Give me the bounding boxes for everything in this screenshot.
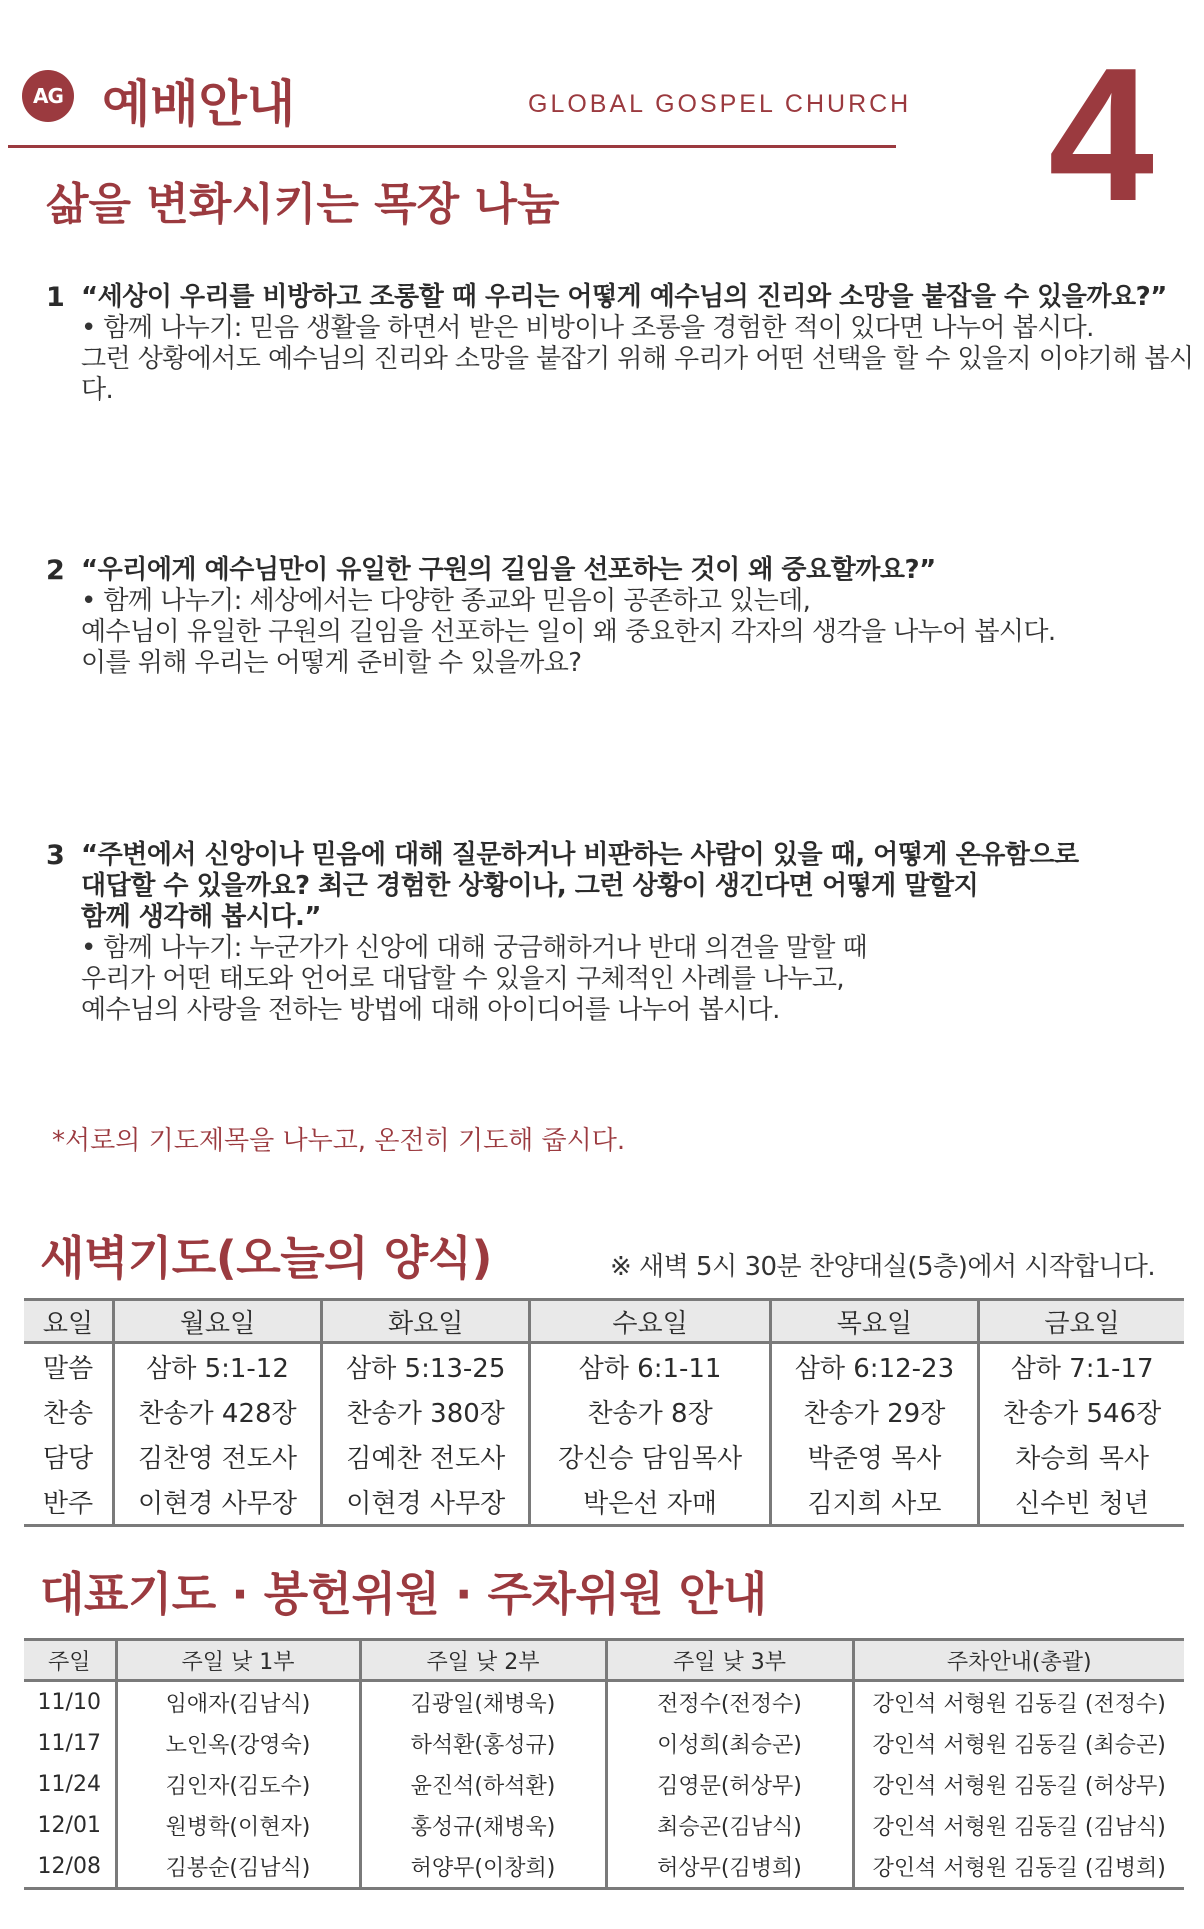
table-cell: 김광일(채병욱) (360, 1681, 606, 1724)
header-cell: 수요일 (530, 1300, 770, 1343)
row-label: 말씀 (42, 1354, 94, 1384)
table-cell: 박준영 목사 (770, 1434, 978, 1479)
table-header-row (24, 1640, 1184, 1681)
table-row (24, 1434, 1184, 1479)
table-cell: 강인석 서형원 김동길 (김남식) (853, 1805, 1184, 1846)
header-cell: 주차안내(총괄) (853, 1640, 1184, 1681)
table-row (24, 1846, 1184, 1889)
question-2 (46, 555, 1196, 679)
question-title: “세상이 우리를 비방하고 조롱할 때 우리는 어떻게 예수님의 진리와 소망을 붙잡을 수 있을까요?” (81, 282, 1167, 312)
table-cell: 김인자(김도수) (116, 1764, 360, 1805)
section-title-sharing: 삶을 변화시키는 목장 나눔 (46, 179, 560, 230)
question-number: 1 (46, 282, 65, 313)
date-cell: 12/08 (24, 1846, 116, 1889)
section-title-committee: 대표기도 · 봉헌위원 · 주차위원 안내 (40, 1567, 767, 1621)
table-cell: 강신승 담임목사 (530, 1434, 770, 1479)
header-cell: 금요일 (979, 1300, 1184, 1343)
row-label: 담당 (42, 1444, 94, 1474)
table-row (24, 1343, 1184, 1390)
table-row (24, 1764, 1184, 1805)
table-cell: 삼하 7:1-17 (979, 1343, 1184, 1390)
table-header-row (24, 1300, 1184, 1343)
table-row (24, 1389, 1184, 1434)
header-divider (8, 145, 896, 148)
dawn-prayer-table (24, 1298, 1184, 1527)
table-row (24, 1723, 1184, 1764)
table-cell: 박은선 자매 (530, 1479, 770, 1526)
date-cell: 11/24 (37, 1772, 101, 1797)
table-cell: 하석환(홍성규) (360, 1723, 606, 1764)
table-cell: 강인석 서형원 김동길 (최승곤) (853, 1723, 1184, 1764)
table-cell: 이현경 사무장 (321, 1479, 529, 1526)
question-title: “우리에게 예수님만이 유일한 구원의 길임을 선포하는 것이 왜 중요할까요?” (81, 555, 936, 585)
header-cell: 주일 낮 1부 (116, 1640, 360, 1681)
table-cell: 전정수(전정수) (606, 1681, 853, 1724)
table-cell: 찬송가 29장 (770, 1389, 978, 1434)
question-number: 3 (46, 840, 65, 871)
table-cell: 신수빈 청년 (979, 1479, 1184, 1526)
table-row (24, 1681, 1184, 1724)
date-cell: 11/17 (37, 1731, 101, 1756)
table-cell: 윤진석(하석환) (360, 1764, 606, 1805)
table-cell: 김예찬 전도사 (321, 1434, 529, 1479)
table-cell: 김찬영 전도사 (114, 1434, 322, 1479)
table-cell: 홍성규(채병욱) (360, 1805, 606, 1846)
table-cell: 강인석 서형원 김동길 (전정수) (853, 1681, 1184, 1724)
date-cell: 11/10 (37, 1690, 101, 1715)
question-3 (46, 840, 1196, 1026)
table-cell: 강인석 서형원 김동길 (허상무) (853, 1764, 1184, 1805)
table-cell: 허양무(이창희) (360, 1846, 606, 1889)
question-text: • 함께 나누기: 세상에서는 다양한 종교와 믿음이 공존하고 있는데, 예수님이 유일한 구원의 길임을 선포하는 일이 왜 중요한지 각자의 생각을 나누어 봅시다. 이를 위해 우리는 어떻게 준비할 수 있을까요? (81, 586, 1056, 678)
table-cell: 노인옥(강영숙) (116, 1723, 360, 1764)
header-cell: 주일 (24, 1640, 116, 1681)
table-cell: 찬송가 8장 (530, 1389, 770, 1434)
row-label: 찬송 (42, 1399, 94, 1429)
header-cell: 요일 (24, 1300, 114, 1343)
table-cell: 삼하 6:12-23 (770, 1343, 978, 1390)
table-cell: 삼하 6:1-11 (530, 1343, 770, 1390)
committee-table (24, 1638, 1184, 1890)
table-cell: 최승곤(김남식) (606, 1805, 853, 1846)
header-cell: 목요일 (770, 1300, 978, 1343)
page-number: 4 (1048, 29, 1154, 241)
table-row (24, 1805, 1184, 1846)
prayer-note: *서로의 기도제목을 나누고, 온전히 기도해 줍시다. (52, 1126, 626, 1156)
church-name: GLOBAL GOSPEL CHURCH (528, 90, 912, 118)
question-title: “주변에서 신앙이나 믿음에 대해 질문하거나 비판하는 사람이 있을 때, 어떻게 온유함으로 대답할 수 있을까요? 최근 경험한 상황이나, 그런 상황이 생긴다면 어떻게 말할지 함께 생각해 봅시다.” (81, 840, 1079, 932)
table-cell: 허상무(김병희) (606, 1846, 853, 1889)
table-cell: 찬송가 428장 (114, 1389, 322, 1434)
table-cell: 원병학(이현자) (116, 1805, 360, 1846)
church-logo: AG (22, 70, 74, 122)
table-cell: 삼하 5:1-12 (114, 1343, 322, 1390)
table-cell: 찬송가 380장 (321, 1389, 529, 1434)
table-cell: 강인석 서형원 김동길 (김병희) (853, 1846, 1184, 1889)
header-cell: 화요일 (321, 1300, 529, 1343)
question-1 (46, 282, 1196, 406)
table-cell: 김봉순(김남식) (116, 1846, 360, 1889)
table-cell: 김지희 사모 (770, 1479, 978, 1526)
header-cell: 월요일 (114, 1300, 322, 1343)
table-cell: 임애자(김남식) (116, 1681, 360, 1724)
table-cell: 차승희 목사 (979, 1434, 1184, 1479)
question-number: 2 (46, 555, 65, 586)
dawn-prayer-note: ※ 새벽 5시 30분 찬양대실(5층)에서 시작합니다. (610, 1252, 1156, 1282)
table-row (24, 1479, 1184, 1526)
table-cell: 이성희(최승곤) (606, 1723, 853, 1764)
date-cell: 12/01 (37, 1813, 101, 1838)
question-text: • 함께 나누기: 믿음 생활을 하면서 받은 비방이나 조롱을 경험한 적이 있다면 나누어 봅시다. 그런 상황에서도 예수님의 진리와 소망을 붙잡기 위해 우리가 어떤 선택을 할 수 있을지 이야기해 봅시다. (81, 313, 1194, 405)
section-title-dawn-prayer: 새벽기도(오늘의 양식) (40, 1231, 492, 1285)
header-cell: 주일 낮 3부 (606, 1640, 853, 1681)
question-text: • 함께 나누기: 누군가가 신앙에 대해 궁금해하거나 반대 의견을 말할 때 우리가 어떤 태도와 언어로 대답할 수 있을지 구체적인 사례를 나누고, 예수님의 사랑을 전하는 방법에 대해 아이디어를 나누어 봅시다. (81, 933, 867, 1025)
page-title: 예배안내 (102, 75, 296, 133)
row-label: 반주 (24, 1479, 114, 1526)
table-cell: 찬송가 546장 (979, 1389, 1184, 1434)
header-cell: 주일 낮 2부 (360, 1640, 606, 1681)
table-cell: 삼하 5:13-25 (321, 1343, 529, 1390)
table-cell: 이현경 사무장 (114, 1479, 322, 1526)
table-cell: 김영문(허상무) (606, 1764, 853, 1805)
